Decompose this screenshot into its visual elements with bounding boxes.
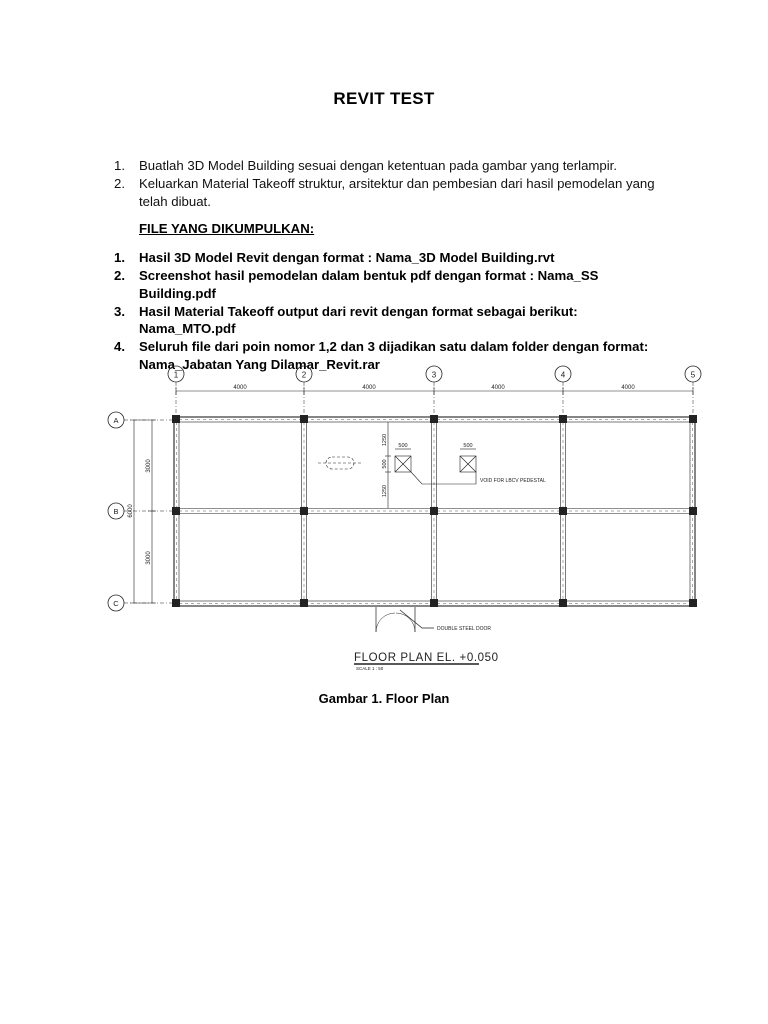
list-item (114, 267, 674, 302)
list-item (114, 303, 674, 338)
figure-caption: Gambar 1. Floor Plan (318, 691, 450, 706)
document-title: REVIT TEST (333, 89, 435, 108)
door-note: DOUBLE STEEL DOOR (437, 626, 491, 632)
list-text: Seluruh file dari poin nomor 1,2 dan 3 dijadikan satu dalam folder dengan format: Nama_Jabatan Yang Dilamar_Revit.rar (139, 339, 649, 372)
dimension-label: 1250 (382, 433, 388, 447)
floor-plan-svg (104, 360, 714, 670)
dimension-label: 500 (463, 443, 473, 449)
grid-label: 1 (173, 370, 179, 380)
dimension-label: 3000 (146, 459, 152, 473)
list-text: Keluarkan Material Takeoff struktur, arsitektur dan pembesian dari hasil pemodelan yang telah dibuat. (139, 176, 655, 209)
plan-scale: SCALE 1 : 50 (356, 666, 384, 670)
pedestal-voids (385, 422, 476, 508)
floor-plan-drawing (104, 360, 714, 670)
list-number: 2. (114, 268, 125, 283)
list-text: Buatlah 3D Model Building sesuai dengan ketentuan pada gambar yang terlampir. (139, 158, 617, 173)
dimension-label: 6000 (128, 504, 134, 518)
dimension-label: 4000 (362, 385, 376, 391)
list-text: Hasil 3D Model Revit dengan format : Nama_3D Model Building.rvt (139, 250, 555, 265)
dimension-label: 1250 (382, 484, 388, 498)
grid-label: C (113, 599, 119, 608)
files-list (114, 249, 674, 374)
list-item (114, 175, 674, 210)
grid-label: 3 (431, 370, 437, 380)
dimension-label: 4000 (233, 385, 247, 391)
dimension-label: 3000 (146, 551, 152, 565)
dimension-label: 500 (382, 459, 388, 469)
plan-title: FLOOR PLAN EL. +0.050 (354, 652, 499, 664)
door-symbol (376, 607, 434, 632)
list-item (114, 157, 674, 175)
list-number: 1. (114, 158, 125, 173)
task-list (114, 157, 674, 211)
grid-label: A (113, 416, 119, 425)
list-number: 4. (114, 339, 125, 354)
grid-label: B (113, 507, 119, 516)
grid-label: 5 (690, 370, 696, 380)
dimension-label: 4000 (621, 385, 635, 391)
pedestal-note: VOID FOR LBCV PEDESTAL (480, 478, 546, 484)
list-text: Hasil Material Takeoff output dari revit dengan format sebagai berikut: Nama_MTO.pdf (139, 303, 578, 336)
grid-label: 2 (301, 370, 307, 380)
list-number: 3. (114, 303, 125, 319)
files-heading: FILE YANG DIKUMPULKAN: (139, 221, 315, 236)
list-number: 2. (114, 176, 125, 191)
list-text: Screenshot hasil pemodelan dalam bentuk pdf dengan format : Nama_SS Building.pdf (139, 268, 599, 301)
list-number: 1. (114, 250, 125, 265)
dimension-label: 4000 (491, 385, 505, 391)
grid-label: 4 (560, 370, 566, 380)
dimension-label: 500 (398, 443, 408, 449)
list-item (114, 249, 674, 267)
